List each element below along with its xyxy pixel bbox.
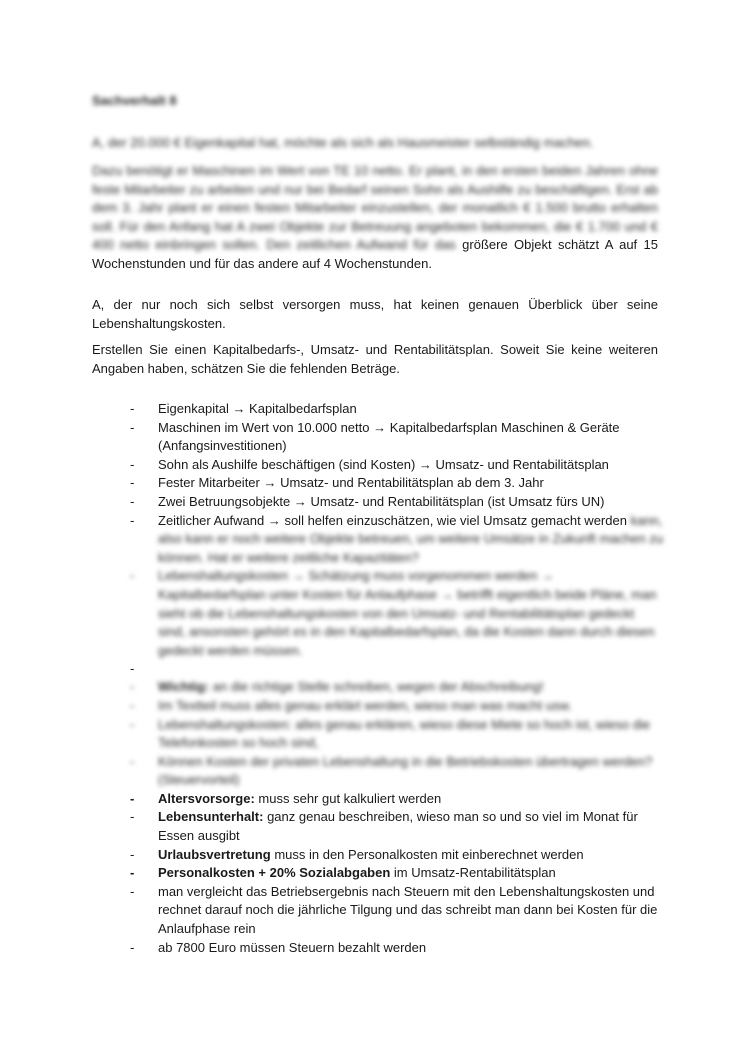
- facts-blurred-text: Dazu benötigt er Maschinen im Wert von TE 10 netto. Er plant, in den ersten beiden Jahren ohne feste Mitarbeiter zu arbeiten und nur bei Bedarf seinen Sohn als Aushilfe zu beschäftigen. Erst ab dem 3. Jahr plant er einen festen Mitarbeiter einzustellen, der monatlich € 1.500 brutto erhalten soll. Für den Anfang hat A zwei Objekte zur Betreuung angeboten bekommen, die € 1.700 und € 400 netto einbringen sollen. Den zeitlichen Aufwand für das: [92, 163, 658, 253]
- list-item-text: Zeitlicher Aufwand → soll helfen einzuschätzen, wie viel Umsatz gemacht werden: [158, 512, 627, 528]
- final-item: [130, 939, 665, 958]
- page-title: Sachverhalt 8: [92, 93, 177, 108]
- intro-paragraph: [92, 134, 658, 153]
- tip-text: an die richtige Stelle schreiben, wegen der Abschreibung!: [209, 679, 544, 695]
- facts-visible-text: größere Objekt schätzt A auf 15 Wochenstunden und für das andere auf 4 Wochenstunden.: [92, 237, 658, 271]
- notes-list: [130, 400, 665, 957]
- list-item-text: Eigenkapital → Kapitalbedarfsplan: [158, 401, 357, 416]
- list-item: [130, 474, 665, 493]
- list-item: [130, 400, 665, 419]
- list-item: [130, 493, 665, 512]
- intro-text: A, der 20.000 € Eigenkapital hat, möchte als sich als Hausmeister selbständig machen.: [92, 135, 594, 150]
- final-text: muss in den Personalkosten mit einberechnet werden: [270, 846, 584, 862]
- tip-item: [130, 753, 665, 790]
- final-item: [130, 808, 665, 845]
- tip-strong: Wichtig:: [158, 679, 210, 695]
- final-strong: Urlaubsvertretung: [158, 846, 271, 862]
- final-strong: Lebensunterhalt:: [158, 809, 264, 825]
- list-item-continuation: kann, also kann er noch weitere Objekte betreuen, um weitere Umsätze in Zukunft machen zu können. Hat er weitere zeitliche Kapazitäten?: [158, 512, 664, 565]
- final-text: ganz genau beschreiben, wieso man so und so viel im Monat für Essen ausgibt: [158, 809, 638, 844]
- final-text: muss sehr gut kalkuliert werden: [254, 790, 442, 806]
- task-paragraph: [92, 341, 658, 378]
- list-item: [130, 512, 665, 568]
- list-spacer: [130, 660, 665, 678]
- tip-text: Lebenshaltungskosten: alles genau erklären, wieso diese Miete so hoch ist, wieso die Telefonkosten so hoch sind,: [158, 716, 651, 751]
- task-text: Erstellen Sie einen Kapitalbedarfs-, Umsatz- und Rentabilitätsplan. Soweit Sie keine weiteren Angaben haben, schätzen Sie die fehlenden Beträge.: [92, 342, 658, 376]
- list-item-text: Sohn als Aushilfe beschäftigen (sind Kosten) → Umsatz- und Rentabilitätsplan: [158, 456, 609, 472]
- final-strong: Personalkosten + 20% Sozialabgaben: [158, 865, 391, 881]
- list-item-text: Zwei Betruungsobjekte → Umsatz- und Rentabilitätsplan (ist Umsatz fürs UN): [158, 493, 605, 509]
- list-item: [130, 567, 665, 660]
- final-strong: Altersvorsorge:: [158, 790, 255, 806]
- facts-paragraph: [92, 162, 658, 274]
- final-item: [130, 883, 665, 939]
- final-item: [130, 790, 665, 809]
- facts-text: [92, 162, 658, 274]
- final-item: [130, 864, 665, 883]
- final-item: [130, 846, 665, 865]
- tip-item: [130, 697, 665, 716]
- living-costs-paragraph: [92, 296, 658, 333]
- tip-item: [130, 678, 665, 697]
- list-item: [130, 419, 665, 456]
- list-item: [130, 456, 665, 475]
- list-item-text: Maschinen im Wert von 10.000 netto → Kapitalbedarfsplan Maschinen & Geräte (Anfangsinvestitionen): [158, 419, 620, 454]
- final-text: ab 7800 Euro müssen Steuern bezahlt werden: [158, 939, 427, 955]
- final-text: im Umsatz-Rentabilitätsplan: [390, 865, 556, 881]
- list-item-text: Lebenshaltungskosten → Schätzung muss vorgenommen werden → Kapitalbedarfsplan unter Kosten für Anlaufphase → betrifft eigentlich beide Pläne, man sieht ob die Lebenshaltungskosten von den Umsatz- und Rentabilitätsplan gedeckt sind, ansonsten gehört es in den Kapitalbedarfsplan, da die Kosten dann durch diesen gedeckt werden müssen.: [158, 568, 657, 658]
- tip-item: [130, 716, 665, 753]
- final-text: man vergleicht das Betriebsergebnis nach Steuern mit den Lebenshaltungskosten und rechnet darauf noch die jährliche Tilgung und das schreibt man dann bei Kosten für die Anlaufphase rein: [158, 883, 658, 937]
- tip-text: Können Kosten der privaten Lebenshaltung in die Betriebskosten übertragen werden? (Steuervorteil): [158, 753, 653, 788]
- list-item-text: Fester Mitarbeiter → Umsatz- und Rentabilitätsplan ab dem 3. Jahr: [158, 475, 544, 491]
- living-costs-text: A, der nur noch sich selbst versorgen muss, hat keinen genauen Überblick über seine Lebenshaltungskosten.: [92, 297, 658, 331]
- tip-text: Im Textteil muss alles genau erklärt werden, wieso man was macht usw.: [158, 697, 572, 713]
